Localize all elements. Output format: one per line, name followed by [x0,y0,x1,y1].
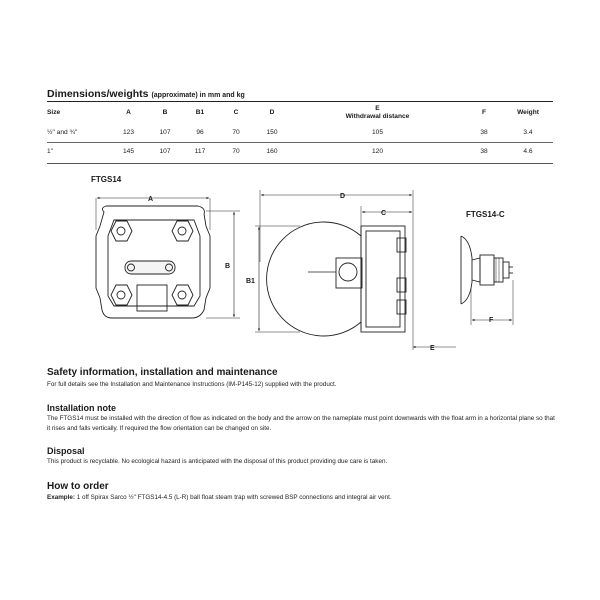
cell-weight: 4.6 [523,148,533,156]
ftgs14-side-view [255,190,456,350]
dim-c-label: C [381,210,387,217]
cell-f: 38 [480,148,488,156]
cell-b1: 96 [182,123,218,142]
ftgs14-label: FTGS14 [91,175,122,184]
ftgs14-front-view [96,198,240,318]
col-header-b1: B1 [195,108,205,116]
dim-e-label: E [430,345,435,352]
cell-b1: 117 [194,148,206,156]
cell-d: 150 [254,123,290,142]
dimensions-heading-main: Dimensions/weights [47,88,149,100]
dim-a-label: A [148,196,154,203]
cell-a: 145 [122,148,134,156]
ftgs14c-label: FTGS14-C [466,210,505,219]
cell-f: 38 [465,123,503,142]
cell-c: 70 [218,123,254,142]
col-header-f: F [481,108,487,116]
col-header-a: A [126,108,131,116]
col-header-d: D [269,108,275,116]
dimensions-heading-sub: (approximate) in mm and kg [151,92,245,99]
order-example [47,493,559,503]
installation-title: Installation note [47,403,117,413]
col-header-b: B [162,108,168,116]
col-header-c: C [233,108,239,116]
col-header-e-sublabel: Withdrawal distance [345,112,410,120]
cell-size: ½" and ¾" [47,123,109,142]
order-example-text: 1 off Spirax Sarco ½" FTGS14-4.5 (L-R) ball float steam trap with screwed BSP connections and integral air vent. [76,494,392,501]
installation-text: The FTGS14 must be installed with the direction of flow as indicated on the body and the arrow on the nameplate must point downwards with the float arm in a horizontal plane so that it rises and falls vertically. If required the flow orientation can be changed on site. [47,415,555,432]
disposal-title: Disposal [47,446,85,456]
dim-d-label: D [340,193,346,200]
safety-text: For full details see the Installation and Maintenance Instructions (IM-P145-12) supplied with the product. [47,381,337,388]
cell-weight: 3.4 [503,123,553,142]
dim-b-label: B [225,263,231,270]
col-header-weight: Weight [517,108,539,116]
cell-a: 123 [109,123,148,142]
safety-title: Safety information, installation and maintenance [47,367,278,378]
dim-f-label: F [489,317,494,324]
cell-d: 160 [266,148,278,156]
dim-b1-label: B1 [246,278,255,285]
order-title: How to order [47,481,109,492]
cell-size: 1" [47,148,54,156]
col-header-e-letter: E [375,104,380,112]
disposal-text: This product is recyclable. No ecological hazard is anticipated with the disposal of this product providing due care is taken. [47,458,388,465]
cell-e: 105 [290,123,465,142]
cell-e: 120 [371,148,383,156]
order-example-label: Example: [47,494,75,501]
ftgs14c-detail-view [461,236,513,325]
cell-b: 107 [159,148,171,156]
col-header-size: Size [47,108,61,116]
cell-b: 107 [148,123,182,142]
cell-c: 70 [232,148,240,156]
